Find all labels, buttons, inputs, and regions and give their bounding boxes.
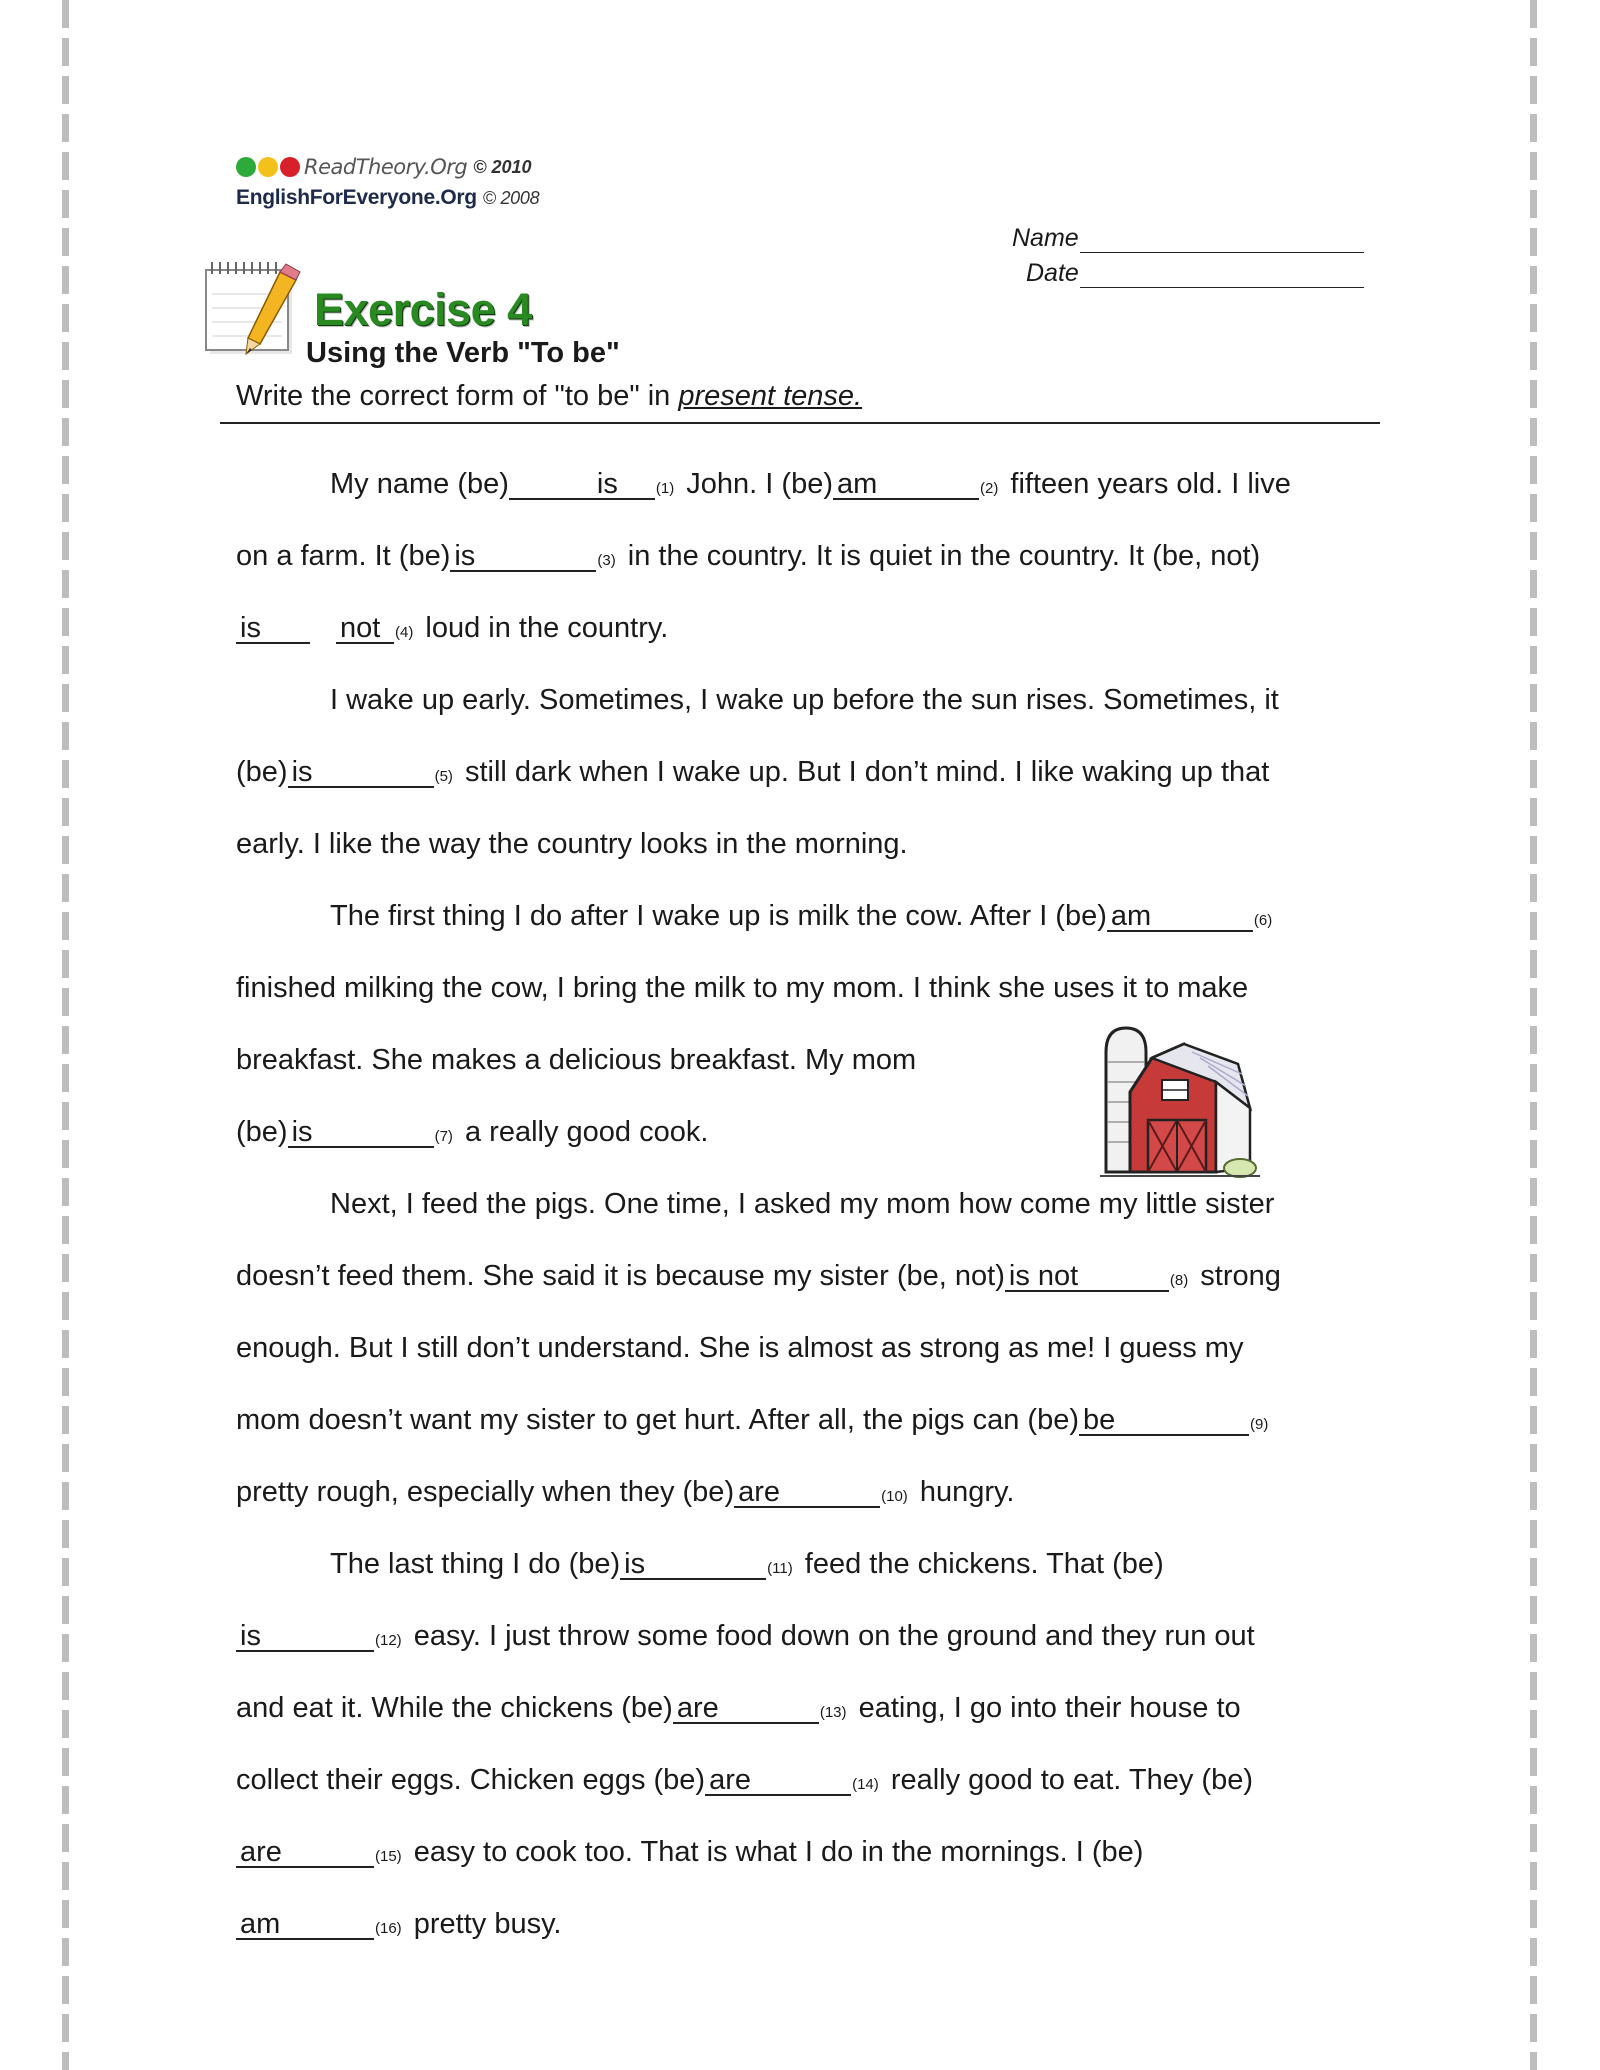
- passage-text: collect their eggs. Chicken eggs (be): [236, 1764, 706, 1796]
- passage-line-4: [330, 682, 1279, 718]
- passage-line-13: [236, 1330, 1243, 1366]
- passage-text: and eat it. While the chickens (be): [236, 1692, 673, 1724]
- answer-16[interactable]: am: [236, 1908, 374, 1940]
- blank-number: (14): [852, 1776, 879, 1793]
- blank-number: (12): [375, 1632, 402, 1649]
- answer-2[interactable]: am: [833, 468, 979, 500]
- exercise-title: Exercise 4: [314, 284, 532, 335]
- passage-text: The last thing I do (be): [330, 1548, 621, 1580]
- passage-text: I wake up early. Sometimes, I wake up before the sun rises. Sometimes, it: [330, 684, 1279, 716]
- englishforeveryone-logo: [236, 186, 539, 210]
- passage-line-16: [330, 1546, 1164, 1587]
- blank-number: (13): [819, 1704, 847, 1721]
- blank-number: (5): [434, 768, 453, 785]
- name-label: Name: [1012, 224, 1079, 252]
- passage-text: The first thing I do after I wake up is milk the cow. After I (be): [330, 900, 1107, 932]
- instructions: [236, 380, 862, 413]
- answer-4a[interactable]: is: [236, 612, 310, 644]
- passage-text: hungry.: [911, 1476, 1015, 1508]
- passage-line-6: [236, 826, 908, 862]
- passage-text: still dark when I wake up. But I don’t mind. I like waking up that: [456, 756, 1270, 788]
- passage-line-18: [236, 1690, 1241, 1731]
- barn-illustration: [1100, 1022, 1260, 1182]
- blank-number: (9): [1249, 1416, 1269, 1433]
- date-blank-line[interactable]: [1080, 263, 1364, 288]
- date-label: Date: [1026, 259, 1079, 287]
- blank-number: (1): [655, 480, 675, 497]
- passage-line-11: [330, 1186, 1274, 1222]
- passage-line-1: [330, 466, 1291, 507]
- answer-10[interactable]: are: [734, 1476, 880, 1508]
- passage-text: in the country. It is quiet in the country. It (be, not): [619, 540, 1261, 572]
- answer-8[interactable]: is not: [1005, 1260, 1169, 1292]
- blank-number: (2): [979, 480, 999, 497]
- blank-number: (7): [434, 1128, 453, 1145]
- passage-text: (be): [236, 1116, 288, 1148]
- answer-9[interactable]: be: [1079, 1404, 1249, 1436]
- answer-15[interactable]: are: [236, 1836, 374, 1868]
- blank-number: (15): [375, 1848, 402, 1865]
- blank-number: (4): [395, 624, 414, 641]
- red-dot-icon: [280, 157, 300, 177]
- name-blank-line[interactable]: [1080, 228, 1364, 253]
- instructions-text: Write the correct form of "to be" in: [236, 380, 679, 412]
- readtheory-copyright: © 2010: [473, 156, 532, 177]
- blank-number: (8): [1169, 1272, 1189, 1289]
- blank-number: (6): [1253, 912, 1273, 929]
- passage-text: (be): [236, 756, 288, 788]
- blank-number: (10): [881, 1488, 908, 1505]
- passage-text: pretty rough, especially when they (be): [236, 1476, 735, 1508]
- passage-text: early. I like the way the country looks in the morning.: [236, 828, 908, 860]
- exercise-subtitle: Using the Verb "To be": [306, 337, 620, 369]
- passage-line-5: [236, 754, 1269, 795]
- blank-number: (11): [767, 1560, 793, 1577]
- page-border-right: [1530, 0, 1537, 2070]
- answer-7[interactable]: is: [288, 1116, 434, 1148]
- passage-text: easy to cook too. That is what I do in the mornings. I (be): [405, 1836, 1144, 1868]
- header-divider: [220, 422, 1380, 424]
- passage-text: pretty busy.: [405, 1908, 562, 1940]
- readtheory-logo: [236, 152, 532, 182]
- date-field[interactable]: [1026, 259, 1364, 288]
- passage-line-12: [236, 1258, 1281, 1299]
- passage-line-17: [236, 1618, 1255, 1659]
- answer-4b[interactable]: not: [336, 612, 394, 644]
- answer-3[interactable]: is: [450, 540, 596, 572]
- passage-line-9: [236, 1042, 916, 1078]
- name-field[interactable]: [1012, 224, 1364, 253]
- englishforeveryone-logo-text: EnglishForEveryone.Org: [236, 186, 477, 209]
- passage-text: doesn’t feed them. She said it is because my sister (be, not): [236, 1260, 1005, 1292]
- passage-line-7: [330, 898, 1276, 939]
- page-border-left: [62, 0, 69, 2070]
- answer-14[interactable]: are: [705, 1764, 851, 1796]
- passage-text: on a farm. It (be): [236, 540, 451, 572]
- passage-text: John. I (be): [678, 468, 833, 500]
- passage-text: really good to eat. They (be): [882, 1764, 1253, 1796]
- passage-text: breakfast. She makes a delicious breakfast. My mom: [236, 1044, 917, 1076]
- passage-line-14: [236, 1402, 1272, 1443]
- readtheory-logo-text: ReadTheory.Org: [304, 155, 468, 179]
- instructions-emphasis: present tense.: [678, 380, 863, 412]
- passage-text: loud in the country.: [417, 612, 669, 644]
- blank-number: (3): [597, 552, 616, 569]
- green-dot-icon: [236, 157, 256, 177]
- passage-text: mom doesn’t want my sister to get hurt. After all, the pigs can (be): [236, 1404, 1079, 1436]
- passage-text: feed the chickens. That (be): [796, 1548, 1164, 1580]
- yellow-dot-icon: [258, 157, 278, 177]
- passage-line-21: [236, 1906, 562, 1947]
- passage-text: strong: [1192, 1260, 1281, 1292]
- answer-13[interactable]: are: [673, 1692, 819, 1724]
- passage-text: eating, I go into their house to: [850, 1692, 1241, 1724]
- passage-text: a really good cook.: [456, 1116, 709, 1148]
- notepad-pencil-icon: [202, 258, 312, 358]
- passage-line-15: [236, 1474, 1014, 1515]
- englishforeveryone-copyright: © 2008: [482, 188, 540, 208]
- passage-text: Next, I feed the pigs. One time, I asked my mom how come my little sister: [330, 1188, 1275, 1220]
- passage-line-20: [236, 1834, 1143, 1875]
- answer-6[interactable]: am: [1107, 900, 1253, 932]
- answer-5[interactable]: is: [288, 756, 434, 788]
- passage-line-2: [236, 538, 1260, 579]
- passage-line-8: [236, 970, 1248, 1006]
- passage-text: finished milking the cow, I bring the milk to my mom. I think she uses it to make: [236, 972, 1249, 1004]
- passage-text: My name (be): [330, 468, 509, 500]
- answer-11[interactable]: is: [620, 1548, 766, 1580]
- passage-line-10: [236, 1114, 708, 1155]
- passage-text: fifteen years old. I live: [1002, 468, 1291, 500]
- passage-line-3: [236, 610, 668, 651]
- passage-line-19: [236, 1762, 1253, 1803]
- answer-1[interactable]: is: [509, 468, 655, 500]
- answer-12[interactable]: is: [236, 1620, 374, 1652]
- blank-number: (16): [375, 1920, 402, 1937]
- passage-text: easy. I just throw some food down on the ground and they run out: [405, 1620, 1255, 1652]
- passage-text: enough. But I still don’t understand. She is almost as strong as me! I guess my: [236, 1332, 1244, 1364]
